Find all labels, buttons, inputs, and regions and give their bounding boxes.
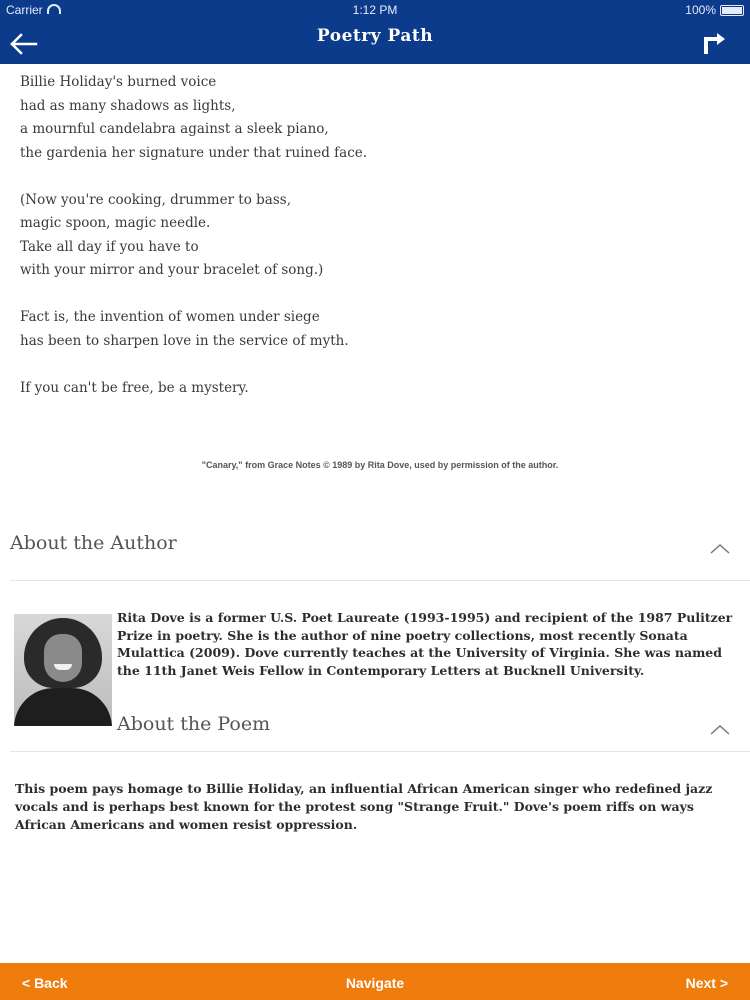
about-poem-text: This poem pays homage to Billie Holiday, an influential African American singer who redefined jazz vocals and is perhaps best known for the protest song "Strange Fruit." Dove's poem riffs on ways African Americans and women resist oppression. [15, 781, 713, 832]
author-bio: Rita Dove is a former U.S. Poet Laureate (1993-1995) and recipient of the 1987 Pulitzer Prize in poetry. She is the author of nine poetry collections, most recently Sonata Mulattica (2009). Dove currently teaches at the University of Virginia. She was named the 11th Janet Weis Fellow in Contemporary Letters at Bucknell University. [117, 610, 733, 678]
about-author-header[interactable] [10, 532, 750, 554]
poem-line: a mournful candelabra against a sleek piano, [20, 121, 329, 137]
poem-line: has been to sharpen love in the service of myth. [20, 332, 349, 349]
poem-line: Billie Holiday's burned voice [20, 74, 217, 90]
turn-right-arrow-icon[interactable] [702, 32, 728, 56]
poem-line: (Now you're cooking, drummer to bass, [20, 191, 291, 208]
battery-icon [720, 5, 744, 16]
battery-indicator [685, 3, 744, 17]
poem-credit: "Canary," from Grace Notes © 1989 by Rita Dove, used by permission of the author. [201, 460, 559, 470]
photo-face [44, 634, 82, 682]
poem-line: Take all day if you have to [20, 238, 199, 255]
about-poem-header[interactable] [117, 713, 750, 735]
navigate-button[interactable]: Navigate [345, 975, 405, 991]
poem-text [20, 71, 720, 400]
stanza-break [20, 165, 720, 189]
stanza-break [20, 353, 720, 377]
about-author-heading: About the Author [10, 532, 177, 554]
chevron-up-icon[interactable] [710, 542, 730, 554]
back-button[interactable]: < Back [22, 975, 68, 991]
clock: 1:12 PM [352, 3, 398, 17]
page-title: Poetry Path [316, 26, 434, 46]
author-photo [14, 614, 112, 726]
chevron-up-icon[interactable] [710, 723, 730, 735]
section-divider [10, 751, 750, 752]
poem-line: with your mirror and your bracelet of song.) [20, 262, 324, 278]
photo-body [14, 688, 112, 726]
bottom-navigation-bar [0, 963, 750, 1000]
poem-line: magic spoon, magic needle. [20, 215, 211, 231]
stanza-break [20, 283, 720, 307]
battery-percent: 100% [685, 3, 716, 17]
next-button[interactable]: Next > [685, 975, 728, 991]
poem-line: If you can't be free, be a mystery. [20, 379, 249, 396]
top-navigation-bar [0, 0, 750, 64]
poem-line: had as many shadows as lights, [20, 97, 236, 114]
poem-line: Fact is, the invention of women under siege [20, 309, 320, 325]
poem-line: the gardenia her signature under that ruined face. [20, 144, 368, 161]
status-bar [0, 0, 750, 20]
carrier-text: Carrier [6, 3, 43, 17]
about-poem-heading: About the Poem [117, 713, 271, 735]
section-divider [10, 580, 750, 581]
